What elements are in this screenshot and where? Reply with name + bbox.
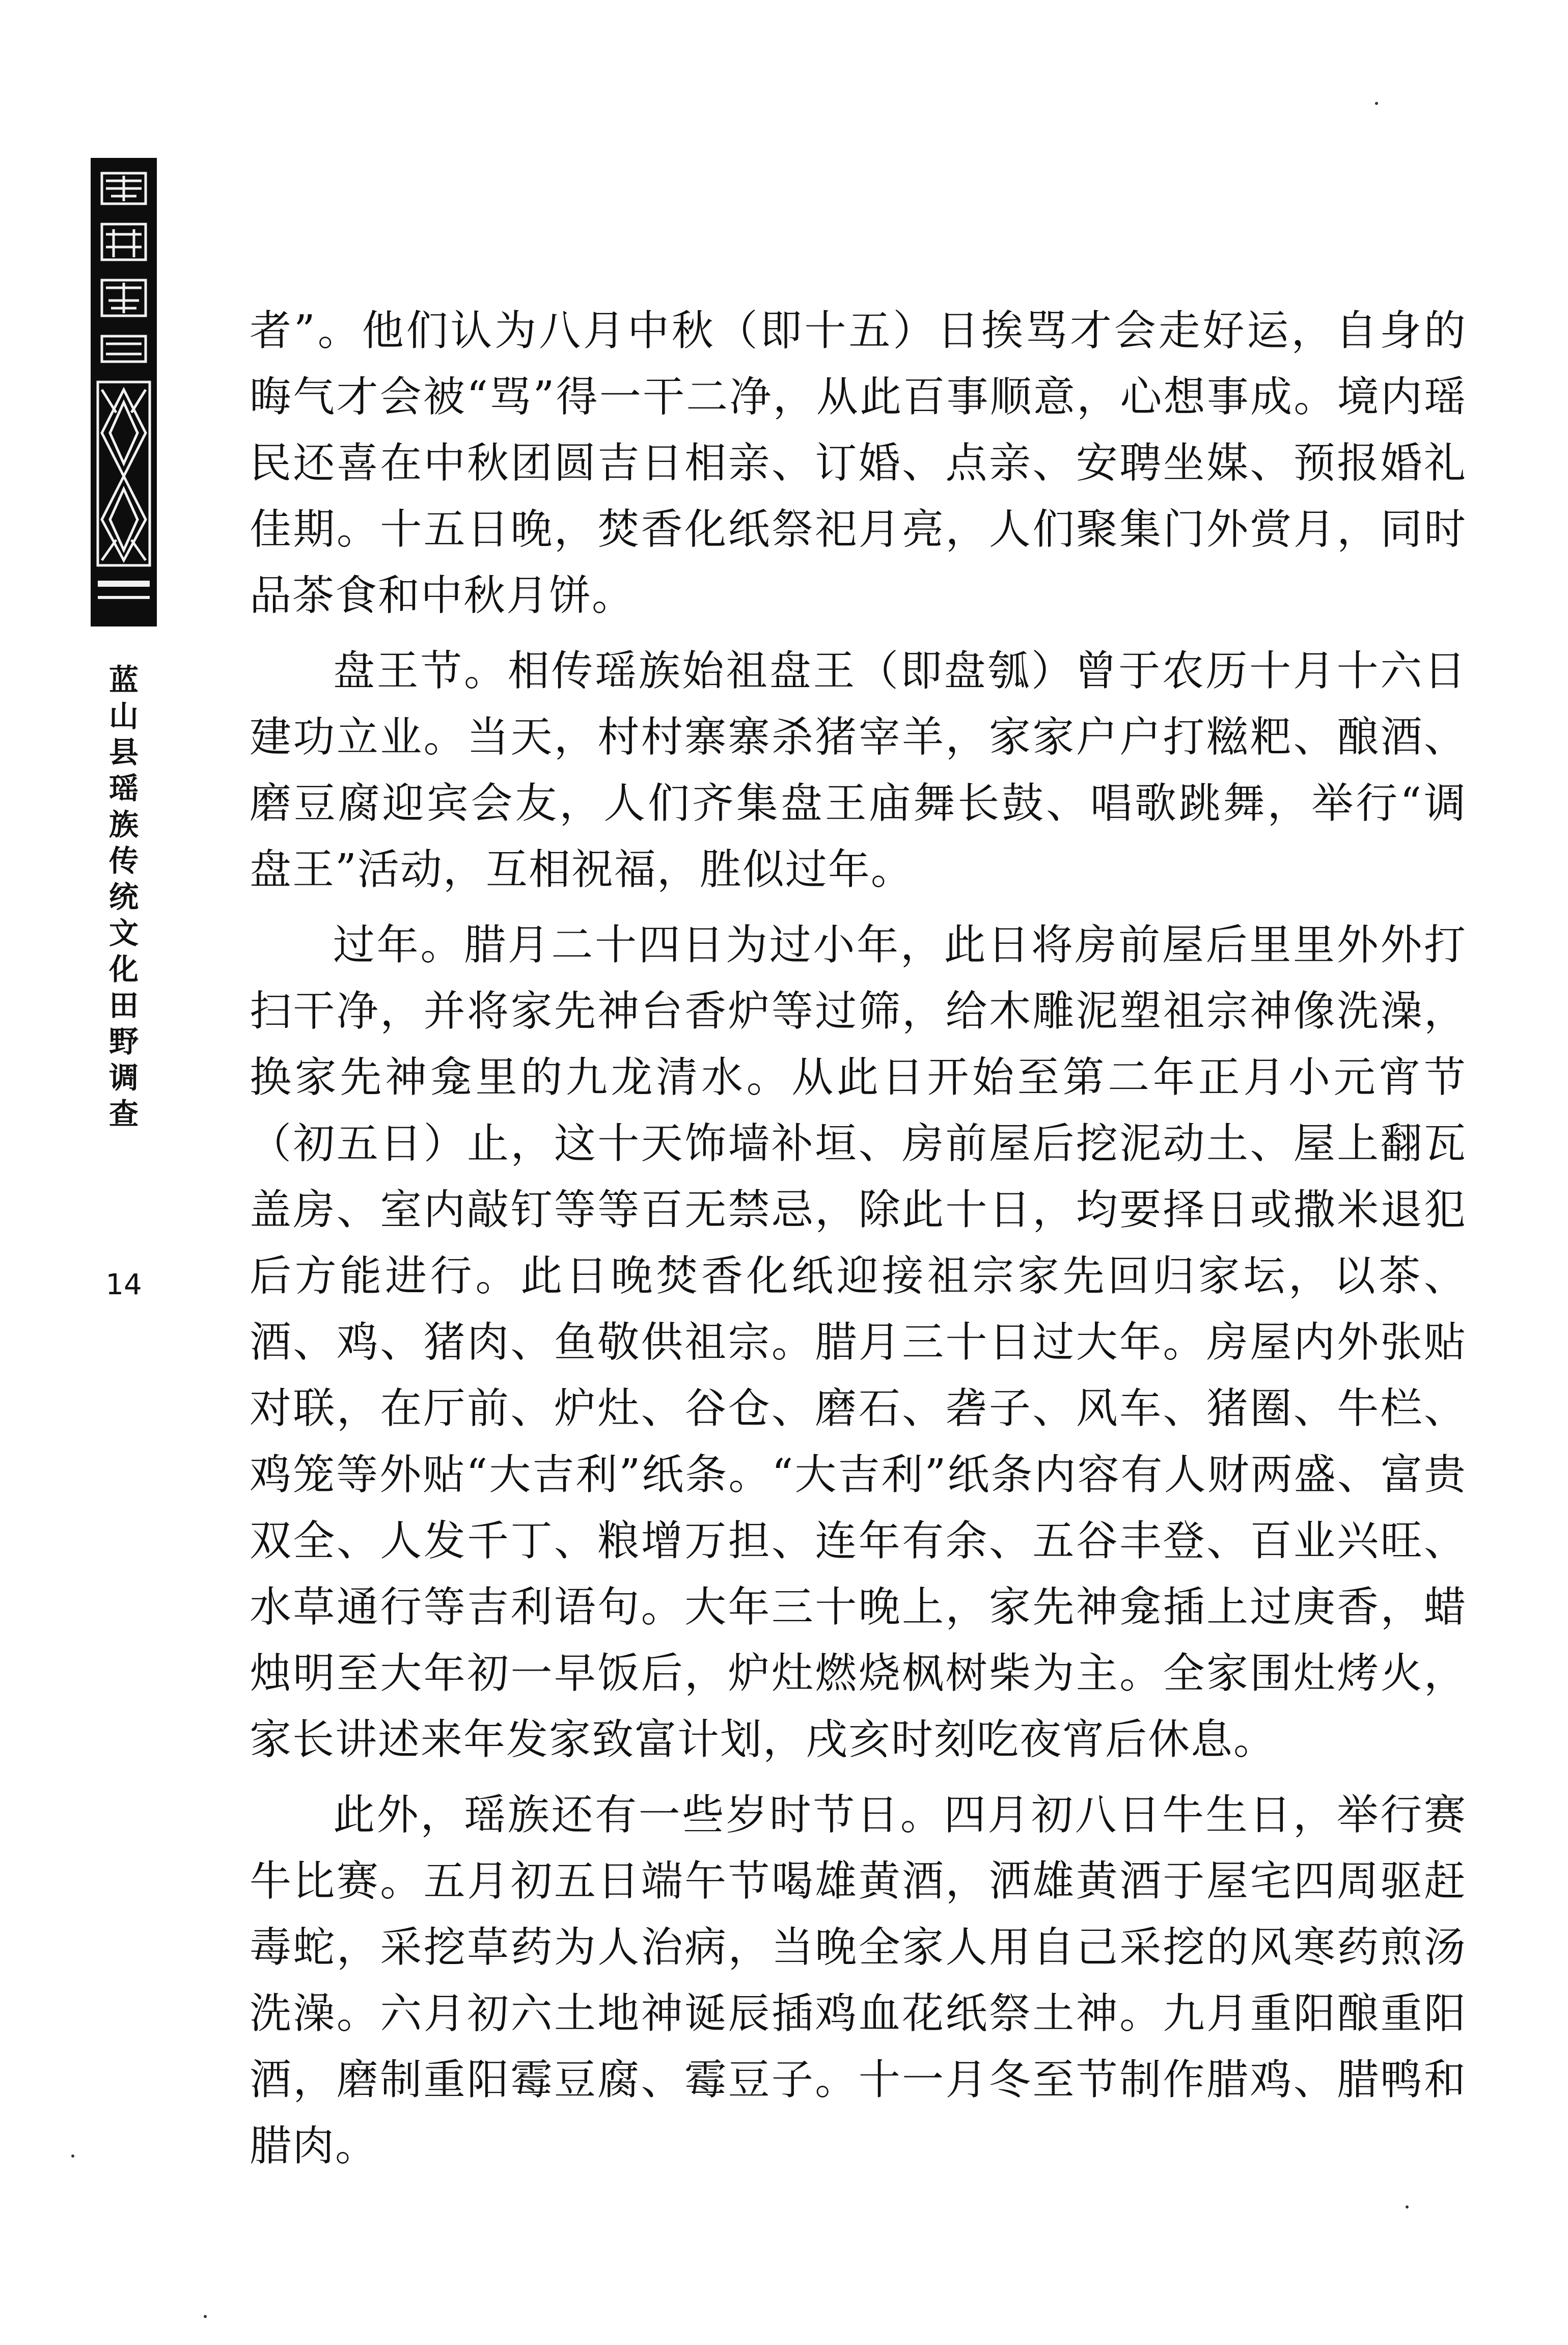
title-char: 田 bbox=[108, 988, 139, 1023]
decorative-banner bbox=[91, 158, 157, 626]
title-char: 调 bbox=[108, 1060, 139, 1095]
title-char: 传 bbox=[108, 843, 139, 878]
title-char: 族 bbox=[108, 807, 139, 842]
paragraph: 此外，瑶族还有一些岁时节日。四月初八日牛生日，举行赛牛比赛。五月初五日端午节喝雄黄酒，洒雄黄酒于屋宅四周驱赶毒蛇，采挖草药为人治病，当晚全家人用自己采挖的风寒药煎汤洗澡。六月初六土地神诞辰插鸡血花纸祭土神。九月重阳酿重阳酒，磨制重阳霉豆腐、霉豆子。十一月冬至节制作腊鸡、腊鸭和腊肉。 bbox=[250, 1791, 1467, 2170]
title-char: 山 bbox=[108, 699, 139, 733]
title-char: 瑶 bbox=[108, 771, 139, 806]
body-text bbox=[250, 298, 1467, 2189]
scan-speck bbox=[1406, 2205, 1409, 2208]
paragraph: 盘王节。相传瑶族始祖盘王（即盘瓠）曾于农历十月十六日建功立业。当天，村村寨寨杀猪宰羊，家家户户打糍粑、酿酒、磨豆腐迎宾会友，人们齐集盘王庙舞长鼓、唱歌跳舞，举行“调盘王”活动，互相祝福，胜似过年。 bbox=[250, 647, 1467, 894]
scan-speck bbox=[204, 2315, 207, 2318]
title-char: 化 bbox=[108, 952, 139, 987]
scan-speck bbox=[71, 2155, 74, 2158]
title-char: 统 bbox=[108, 880, 139, 914]
ornament-pattern-icon bbox=[91, 158, 157, 626]
book-title-vertical bbox=[91, 662, 157, 1132]
page-number: 14 bbox=[105, 1268, 142, 1301]
title-char: 蓝 bbox=[108, 663, 139, 697]
title-char: 县 bbox=[108, 735, 139, 770]
title-char: 野 bbox=[108, 1024, 139, 1059]
paragraph: 过年。腊月二十四日为过小年，此日将房前屋后里里外外打扫干净，并将家先神台香炉等过筛，给木雕泥塑祖宗神像洗澡，换家先神龛里的九龙清水。从此日开始至第二年正月小元宵节（初五日）止，这十天饰墙补垣、房前屋后挖泥动土、屋上翻瓦盖房、室内敲钉等等百无禁忌，除此十日，均要择日或撒米退犯后方能进行。此日晚焚香化纸迎接祖宗家先回归家坛，以茶、酒、鸡、猪肉、鱼敬供祖宗。腊月三十日过大年。房屋内外张贴对联，在厅前、炉灶、谷仓、磨石、砻子、风车、猪圈、牛栏、鸡笼等外贴“大吉利”纸条。“大吉利”纸条内容有人财两盛、富贵双全、人发千丁、粮增万担、连年有余、五谷丰登、百业兴旺、水草通行等吉利语句。大年三十晚上，家先神龛插上过庚香，蜡烛明至大年初一早饭后，炉灶燃烧枫树柴为主。全家围灶烤火，家长讲述来年发家致富计划，戌亥时刻吃夜宵后休息。 bbox=[250, 921, 1467, 1764]
scan-speck bbox=[1375, 102, 1378, 105]
title-char: 查 bbox=[108, 1097, 139, 1131]
title-char: 文 bbox=[108, 916, 139, 950]
paragraph: 者”。他们认为八月中秋（即十五）日挨骂才会走好运，自身的晦气才会被“骂”得一干二净，从此百事顺意，心想事成。境内瑶民还喜在中秋团圆吉日相亲、订婚、点亲、安聘坐媒、预报婚礼佳期。十五日晚，焚香化纸祭祀月亮，人们聚集门外赏月，同时品茶食和中秋月饼。 bbox=[250, 307, 1467, 620]
